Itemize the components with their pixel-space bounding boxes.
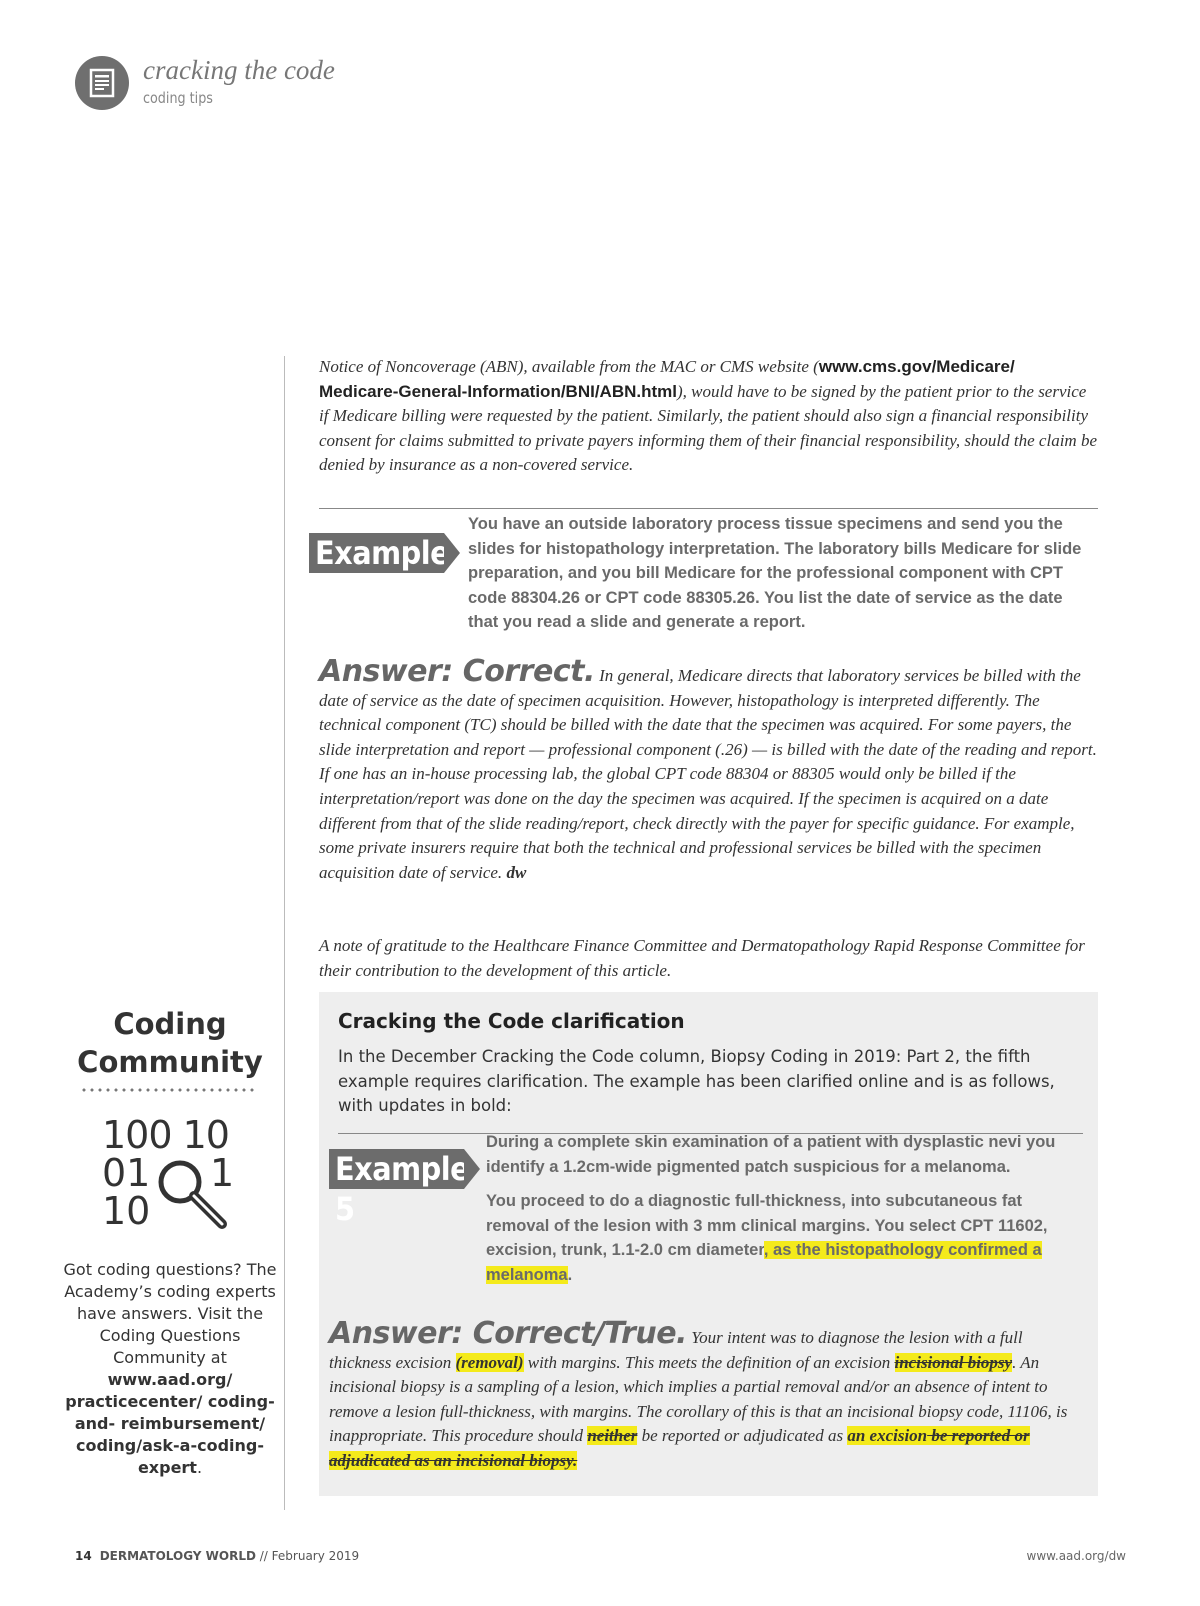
example-2-answer: Answer: Correct. In general, Medicare directs that laboratory services be billed with the date of service as the date of specimen acquisition. However, histopathology is interpreted differently. The technical component (TC) should be billed with the date that the specimen was acquired. For some payers, the slide interpretation and report — professional component (.26) — is billed with the date of the reading and report. If one has an in-house processing lab, the global CPT code 88304 or 88305 would only be billed if the interpretation/report was done on the day the specimen was acquired. If the specimen is acquired on a date different from that of the slide reading/report, check directly with the payer for specific guidance. For example, some private insurers require that both the technical and professional services be billed with the specimen acquisition date of service. dw xyxy=(319,654,1097,882)
binary-magnifier-graphic: 100 10 01 1 10 xyxy=(102,1116,237,1236)
example-2-text: You have an outside laboratory process tissue specimens and send you the slides for histopathology interpretation. The laboratory bills Medicare for slide preparation, and you bill Medicare for the professional component with CPT code 88304.26 or CPT code 88305.26. You list the date of service as the date that you read a slide and generate a report. xyxy=(468,515,1082,632)
divider xyxy=(319,508,1098,509)
coding-community-title: Coding Community xyxy=(77,1007,263,1079)
intro-paragraph: Notice of Noncoverage (ABN), available from the MAC or CMS website (www.cms.gov/Medicare/ Medicare-General-Information/BNI/ABN.html), would have to be signed by the patient prior to the service if Medicare billing were requested by the patient. Similarly, the patient should also sign a financial responsibility consent for claims submitted to private payers informing them of their financial responsibility, should the claim be denied by insurance as a non-covered service. xyxy=(319,357,1097,475)
coding-community-text: Got coding questions? The Academy’s coding experts have answers. Visit the Coding Questions Community at www.aad.org/ practicecenter/ coding-and- reimbursement/ coding/ask-a-coding- expert. xyxy=(63,1260,277,1477)
answer-heading: Answer: Correct. xyxy=(319,654,595,689)
column-divider xyxy=(284,356,285,1510)
example-5-text: During a complete skin examination of a patient with dysplastic nevi you identify a 1.2cm-wide pigmented patch suspicious for a melanoma. You proceed to do a diagnostic full-thickness, into subcutaneous fat removal of the lesion with 3 mm clinical margins. You select CPT 11602, excision, trunk, 1.1-2.0 cm diameter, as the histopathology confirmed a melanoma. xyxy=(486,1133,1056,1284)
example-2-badge: Example 2 xyxy=(309,533,460,573)
page-footer: 14 DERMATOLOGY WORLD // February 2019 xyxy=(75,1549,360,1563)
section-title: cracking the code xyxy=(143,55,335,85)
example-5-answer: Answer: Correct/True. Your intent was to diagnose the lesion with a full thickness excision (removal) with margins. This meets the definition of an excision incisional biopsy. An incisional biopsy is a sampling of a lesion, which implies a partial removal and/or an absence of intent to remove a lesion full-thickness, with margins. The corollary of this is that an incisional biopsy code, 11106, is inappropriate. This procedure should neither be reported or adjudicated as an excision be reported or adjudicated as an incisional biopsy. xyxy=(329,1316,1068,1470)
section-subtitle: coding tips xyxy=(143,89,213,107)
clarification-title: Cracking the Code clarification xyxy=(338,1009,685,1033)
example-5-badge: Example 5 xyxy=(329,1149,480,1189)
answer-heading: Answer: Correct/True. xyxy=(329,1316,687,1351)
cms-link[interactable]: www.cms.gov/Medicare/ Medicare-General-Information/BNI/ABN.html xyxy=(319,357,1015,401)
magnifier-icon xyxy=(154,1156,234,1236)
document-icon xyxy=(75,56,129,110)
gratitude-note: A note of gratitude to the Healthcare Finance Committee and Dermatopathology Rapid Response Committee for their contribution to the development of this article. xyxy=(319,936,1085,980)
clarification-intro: In the December Cracking the Code column, Biopsy Coding in 2019: Part 2, the fifth example requires clarification. The example has been clarified online and is as follows, with updates in bold: xyxy=(338,1047,1055,1115)
page-number: 14 xyxy=(75,1549,92,1563)
dotted-divider xyxy=(80,1088,256,1092)
highlighted-update: , as the histopathology confirmed a melanoma xyxy=(486,1241,1042,1284)
footer-url[interactable]: www.aad.org/dw xyxy=(1026,1549,1126,1563)
ask-a-coding-expert-link[interactable]: www.aad.org/ practicecenter/ coding-and- reimbursement/ coding/ask-a-coding- expert xyxy=(65,1370,275,1477)
